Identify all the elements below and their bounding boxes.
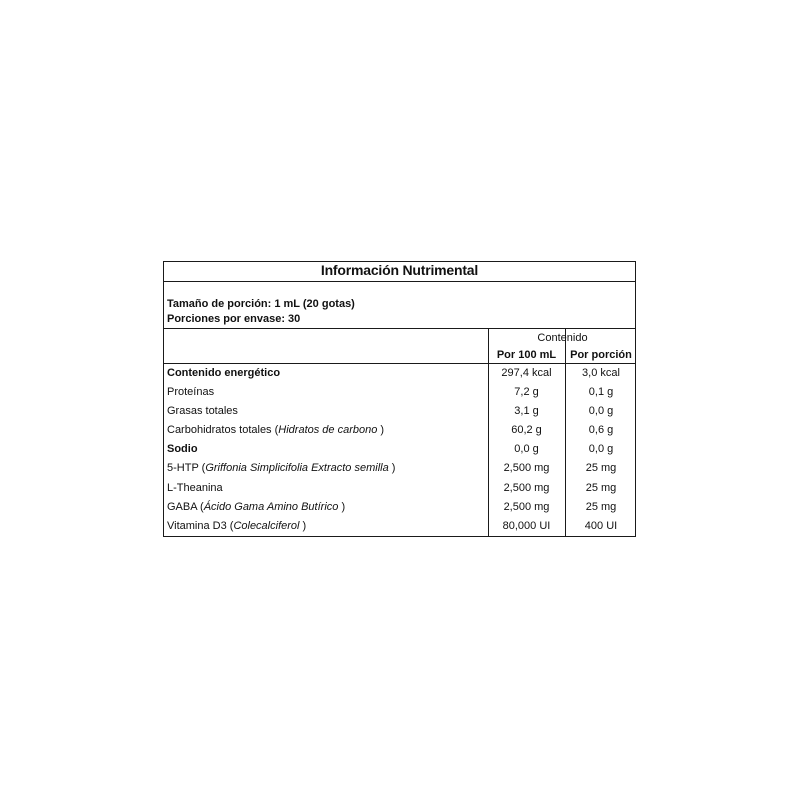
value-per-serving: 25 mg	[585, 481, 617, 494]
value-per-serving: 0,0 g	[588, 405, 614, 418]
nutrient-name	[167, 421, 384, 440]
value-per-100ml: 3,1 g	[514, 405, 539, 418]
value-per-serving: 25 mg	[585, 462, 617, 475]
nutrient-row	[164, 459, 635, 478]
nutrient-name	[167, 498, 345, 517]
serving-info	[167, 297, 355, 327]
value-per-100ml: 2,500 mg	[503, 481, 550, 494]
column-header-per-serving: Por porción	[570, 349, 632, 361]
panel-title: Información Nutrimental	[164, 262, 635, 282]
nutrient-name-text: Carbohidratos totales (	[167, 424, 279, 437]
value-per-100ml: 2,500 mg	[503, 500, 550, 513]
value-per-serving: 3,0 kcal	[582, 367, 620, 379]
nutrient-name-suffix: )	[377, 424, 385, 437]
nutrient-name-italic: Griffonia Simplicifolia Extracto semilla	[205, 462, 389, 475]
serving-size: Tamaño de porción: 1 mL (20 gotas)	[167, 298, 355, 310]
nutrient-name-text: GABA (	[167, 500, 204, 513]
nutrient-row	[164, 517, 635, 536]
nutrient-name-text: Proteínas	[167, 386, 215, 399]
column-header-per-100ml: Por 100 mL	[496, 349, 557, 361]
value-per-100ml: 80,000 UI	[502, 519, 551, 532]
nutrient-name	[167, 459, 395, 478]
servings-per-container: Porciones por envase: 30	[167, 313, 301, 325]
nutrient-name-text: Vitamina D3 (	[167, 519, 234, 532]
nutrient-name	[167, 440, 198, 459]
nutrient-row	[164, 383, 635, 402]
nutrient-name-text: Sodio	[167, 443, 198, 456]
nutrient-name-text: 5-HTP (	[167, 462, 206, 475]
nutrient-name	[167, 364, 280, 383]
nutrient-rows	[164, 364, 635, 536]
nutrient-name-italic: Colecalciferol	[233, 519, 300, 532]
nutrient-name	[167, 479, 223, 498]
nutrient-name-text: Contenido energético	[167, 367, 281, 379]
nutrient-name-italic: Ácido Gama Amino Butírico	[203, 500, 339, 513]
value-per-100ml: 2,500 mg	[503, 462, 550, 475]
nutrient-row	[164, 421, 635, 440]
nutrient-row	[164, 479, 635, 498]
nutrient-name-text: L-Theanina	[167, 481, 223, 494]
nutrition-facts-panel	[163, 261, 636, 537]
nutrient-name-suffix: )	[299, 519, 307, 532]
value-per-100ml: 60,2 g	[511, 424, 542, 437]
value-per-serving: 0,6 g	[588, 424, 614, 437]
nutrient-name-suffix: )	[338, 500, 346, 513]
value-per-serving: 25 mg	[585, 500, 617, 513]
value-per-100ml: 297,4 kcal	[501, 367, 552, 379]
value-per-serving: 0,0 g	[588, 443, 614, 456]
nutrient-name-suffix: )	[388, 462, 396, 475]
value-per-100ml: 0,0 g	[514, 443, 539, 456]
nutrient-name	[167, 383, 214, 402]
nutrient-name-italic: Hidratos de carbono	[278, 424, 378, 437]
value-per-serving: 400 UI	[584, 519, 618, 532]
value-per-serving: 0,1 g	[588, 386, 614, 399]
nutrient-row	[164, 364, 635, 383]
content-header: Contenido	[537, 332, 588, 344]
nutrient-name	[167, 402, 238, 421]
nutrient-name	[167, 517, 306, 536]
nutrient-row	[164, 402, 635, 421]
value-per-100ml: 7,2 g	[514, 386, 539, 399]
nutrient-row	[164, 498, 635, 517]
nutrient-name-text: Grasas totales	[167, 405, 238, 418]
nutrient-row	[164, 440, 635, 459]
